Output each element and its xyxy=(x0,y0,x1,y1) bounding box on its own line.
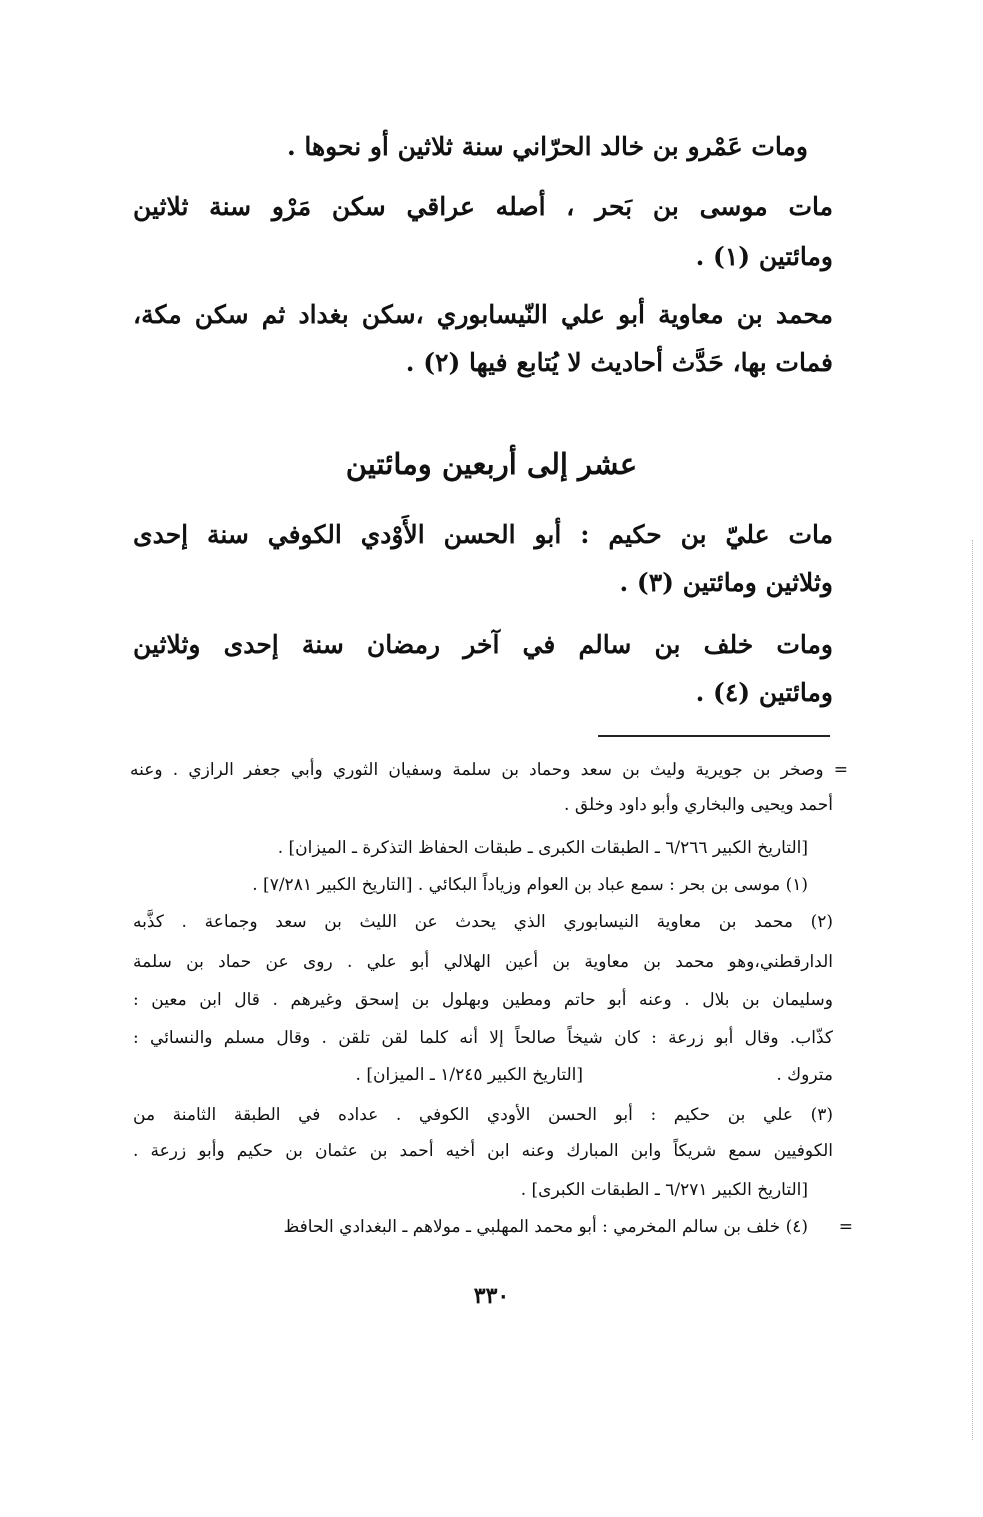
paragraph-khalaf-line1: ومات خلف بن سالم في آخر رمضان سنة إحدى وثلاثين xyxy=(133,630,833,659)
footnote-2-line1: (٢) محمد بن معاوية النيسابوري الذي يحدث عن الليث بن سعد وجماعة . كذَّبه xyxy=(133,912,833,932)
footnote-2-line2: الدارقطني،وهو محمد بن معاوية بن أعين الهلالي أبو علي . روى عن حماد بن سلمة xyxy=(133,952,833,972)
footnote-1: (١) موسى بن بحر : سمع عباد بن العوام وزياداً البكائي . [التاريخ الكبير ٧/٢٨١] . xyxy=(252,875,808,895)
footnote-continuation-line2: أحمد ويحيى والبخاري وأبو داود وخلق . xyxy=(564,795,833,815)
footnote-4: (٤) خلف بن سالم المخرمي : أبو محمد المهلبي ـ مولاهم ـ البغدادي الحافظ xyxy=(283,1217,808,1237)
footnote-2-line5-label: متروك . xyxy=(776,1065,833,1085)
scan-margin-line xyxy=(972,540,973,1440)
page-number: ٣٣٠ xyxy=(473,1283,510,1309)
section-title: عشر إلى أربعين ومائتين xyxy=(345,447,638,481)
paragraph-amr: ومات عَمْرو بن خالد الحرّاني سنة ثلاثين أو نحوها . xyxy=(286,132,808,161)
paragraph-muhammad-line1: محمد بن معاوية أبو علي النّيسابوري ،سكن بغداد ثم سكن مكة، xyxy=(133,300,833,329)
footnote-separator xyxy=(598,735,830,737)
paragraph-ali-line2: وثلاثين ومائتين (٣) . xyxy=(619,568,833,597)
paragraph-muhammad-line2: فمات بها، حَدَّث أحاديث لا يُتابع فيها (٢) . xyxy=(405,348,833,377)
footnote-continuation-reference: [التاريخ الكبير ٦/٢٦٦ ـ الطبقات الكبرى ـ طبقات الحفاظ التذكرة ـ الميزان] . xyxy=(277,838,808,858)
footnote-3-line1: (٣) علي بن حكيم : أبو الحسن الأودي الكوفي . عداده في الطبقة الثامنة من xyxy=(133,1105,833,1125)
paragraph-musa-line2: ومائتين (١) . xyxy=(695,242,833,271)
footnote-2-reference: [التاريخ الكبير ١/٢٤٥ ـ الميزان] . xyxy=(355,1065,583,1085)
paragraph-khalaf-line2: ومائتين (٤) . xyxy=(695,678,833,707)
footnote-3-line2: الكوفيين سمع شريكاً وابن المبارك وعنه ابن أخيه أحمد بن عثمان بن حكيم وأبو زرعة . xyxy=(133,1141,833,1161)
footnote-2-line4: كذّاب. وقال أبو زرعة : كان شيخاً صالحاً إلا أنه كلما لقن تلقن . وقال مسلم والنسائي : xyxy=(133,1028,833,1048)
footnote-4-continuation-mark: = xyxy=(838,1217,853,1237)
footnote-2-line3: وسليمان بن بلال . وعنه أبو حاتم ومطين وبهلول بن إسحق وغيرهم . قال ابن معين : xyxy=(133,990,833,1010)
footnote-continuation-line1: = وصخر بن جويرية وليث بن سعد وحماد بن سلمة وسفيان الثوري وأبي جعفر الرازي . وعنه xyxy=(130,760,848,780)
paragraph-musa-line1: مات موسى بن بَحر ، أصله عراقي سكن مَرْو سنة ثلاثين xyxy=(133,192,833,221)
paragraph-ali-line1: مات عليّ بن حكيم : أبو الحسن الأَوْدي الكوفي سنة إحدى xyxy=(133,520,833,549)
footnote-3-reference: [التاريخ الكبير ٦/٢٧١ ـ الطبقات الكبرى] . xyxy=(520,1180,808,1200)
